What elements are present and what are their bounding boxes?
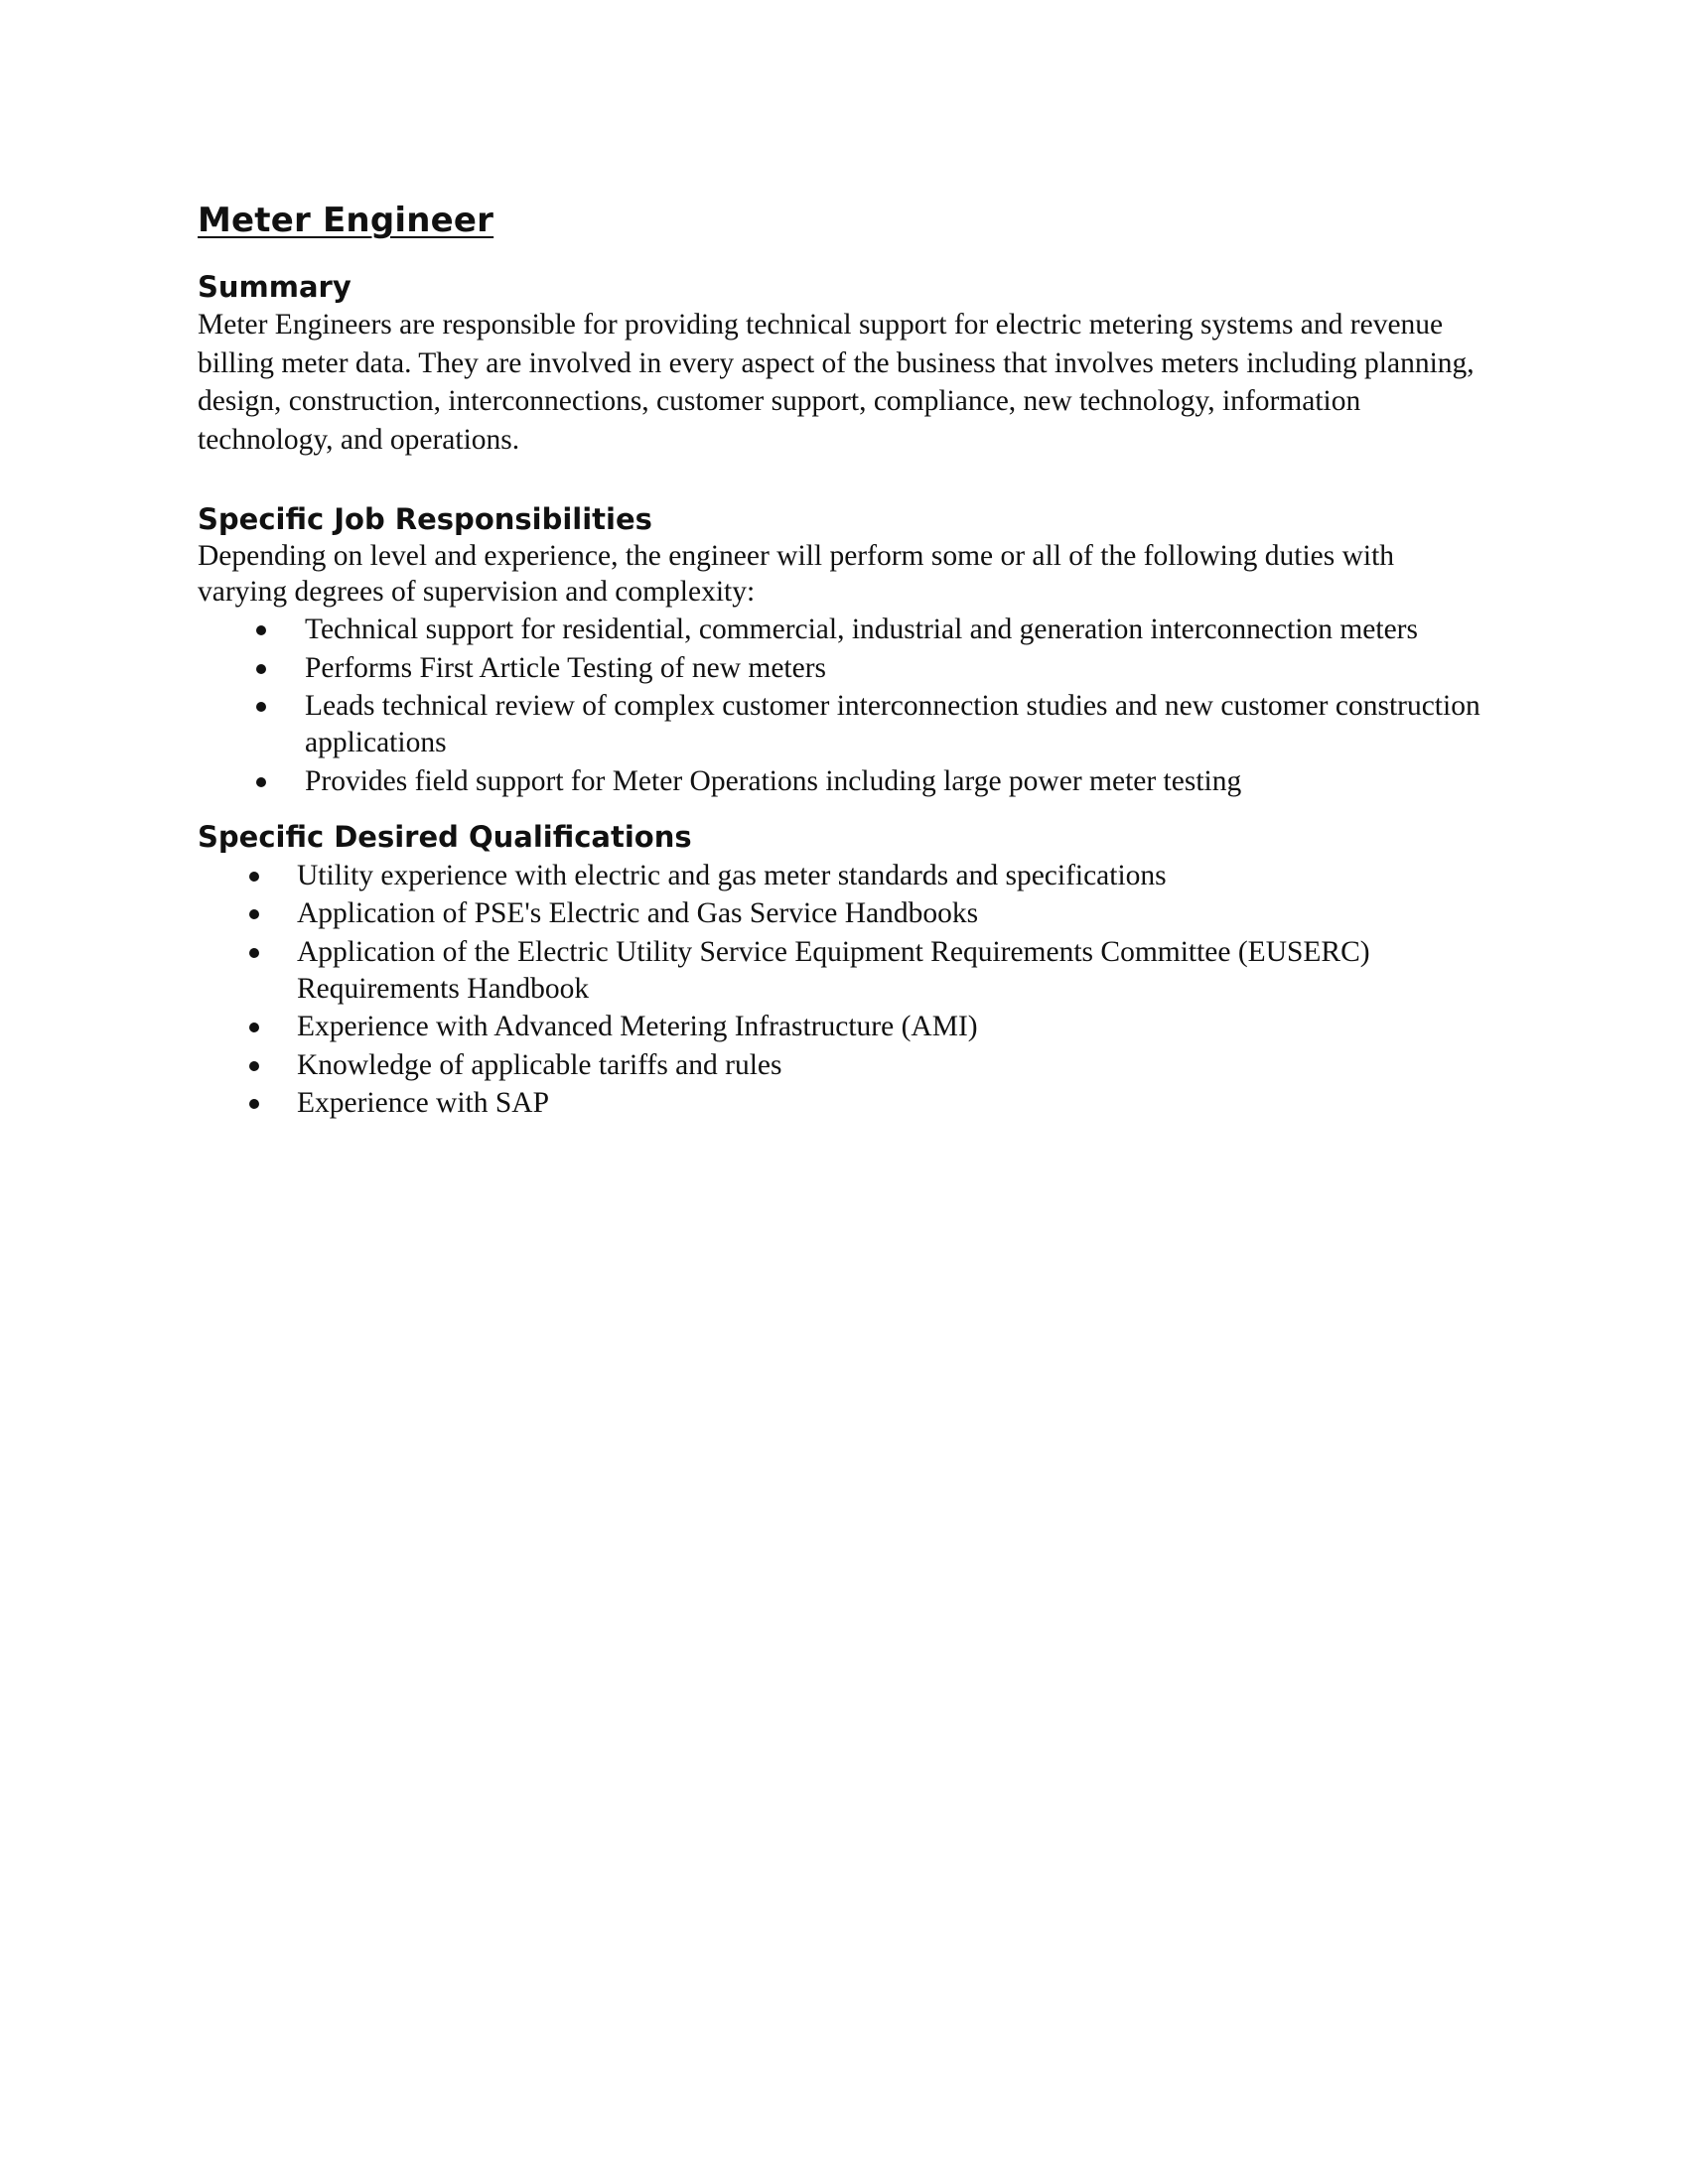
qualification-item	[198, 1009, 1488, 1045]
responsibility-text: Leads technical review of complex customer interconnection studies and new customer construction applications	[305, 690, 1480, 759]
qualification-text: Application of the Electric Utility Service Equipment Requirements Committee (EUSERC) Requirements Handbook	[297, 935, 1370, 1005]
bullet-icon	[249, 909, 259, 919]
bullet-icon	[249, 1023, 259, 1032]
bullet-icon	[249, 1099, 259, 1109]
responsibilities-intro: Depending on level and experience, the engineer will perform some or all of the following duties with varying degrees of supervision and complexity:	[198, 540, 1395, 609]
bullet-icon	[256, 702, 266, 712]
responsibility-item	[198, 763, 1488, 800]
responsibility-item	[198, 650, 1488, 687]
responsibility-item	[198, 612, 1488, 648]
responsibility-text: Provides field support for Meter Operations including large power meter testing	[305, 764, 1242, 797]
responsibility-item	[198, 688, 1488, 761]
qualification-item	[198, 934, 1488, 1008]
qualification-item	[198, 1085, 1488, 1122]
qualification-text: Experience with SAP	[297, 1087, 549, 1120]
qualification-item	[198, 1047, 1488, 1084]
summary-heading: Summary	[198, 270, 352, 304]
qualifications-list	[198, 858, 1488, 1123]
document-title: Meter Engineer	[198, 201, 494, 240]
qualification-text: Application of PSE's Electric and Gas Service Handbooks	[297, 897, 979, 930]
summary-text: Meter Engineers are responsible for providing technical support for electric metering systems and revenue billing meter data. They are involved in every aspect of the business that involves meters including planning, design, construction, interconnections, customer support, compliance, new technology, information technology, and operations.	[198, 309, 1475, 456]
document-body	[198, 195, 1488, 1124]
qualification-text: Utility experience with electric and gas meter standards and specifications	[297, 859, 1167, 891]
bullet-icon	[249, 872, 259, 882]
bullet-icon	[256, 777, 266, 787]
bullet-icon	[256, 664, 266, 674]
qualification-item	[198, 895, 1488, 932]
qualification-text: Experience with Advanced Metering Infrastructure (AMI)	[297, 1011, 978, 1043]
qualification-item	[198, 858, 1488, 894]
qualifications-heading: Specific Desired Qualifications	[198, 819, 692, 854]
responsibilities-list	[198, 612, 1488, 800]
bullet-icon	[256, 625, 266, 635]
bullet-icon	[249, 1061, 259, 1071]
responsibilities-heading: Specific Job Responsibilities	[198, 502, 652, 537]
responsibility-text: Technical support for residential, commercial, industrial and generation interconnection meters	[305, 614, 1418, 646]
qualification-text: Knowledge of applicable tariffs and rules	[297, 1048, 782, 1081]
responsibility-text: Performs First Article Testing of new meters	[305, 651, 827, 684]
bullet-icon	[249, 948, 259, 958]
